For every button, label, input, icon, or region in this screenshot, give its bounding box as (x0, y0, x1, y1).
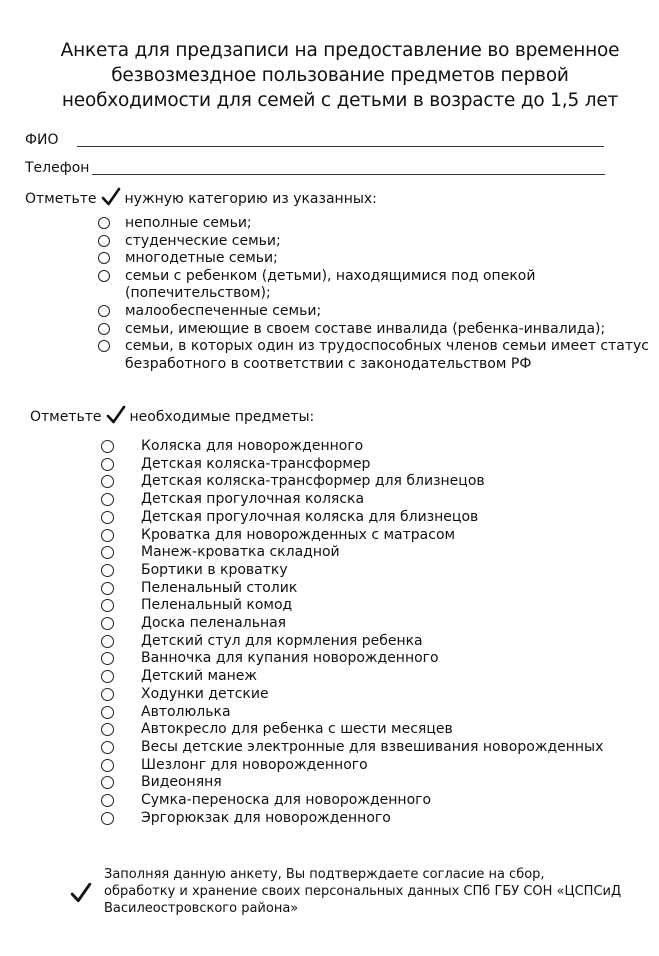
item-row[interactable] (141, 615, 603, 633)
item-label: Детский стул для кормления ребенка (141, 632, 423, 649)
radio-circle-icon[interactable] (98, 323, 110, 335)
category-prompt (25, 187, 377, 212)
fio-label: ФИО (25, 132, 59, 148)
radio-circle-icon[interactable] (101, 776, 114, 789)
radio-circle-icon[interactable] (98, 217, 110, 229)
checkmark-icon (70, 882, 92, 908)
option-label-continued: безработного в соответствии с законодательством РФ (125, 355, 532, 372)
radio-circle-icon[interactable] (101, 440, 114, 453)
items-list (141, 438, 603, 827)
item-row[interactable] (141, 739, 603, 757)
radio-circle-icon[interactable] (101, 812, 114, 825)
item-label: Сумка-переноска для новорожденного (141, 792, 432, 809)
title-line: безвозмездное пользование предметов первой (111, 65, 569, 86)
radio-circle-icon[interactable] (101, 529, 114, 542)
option-label: многодетные семьи; (125, 250, 278, 267)
item-row[interactable] (141, 580, 603, 598)
item-label: Пеленальный комод (141, 597, 293, 614)
item-label: Детская коляска-трансформер для близнецов (141, 473, 485, 490)
radio-circle-icon[interactable] (101, 706, 114, 719)
item-label: Детская прогулочная коляска (141, 491, 365, 508)
category-option[interactable] (125, 215, 649, 233)
radio-circle-icon[interactable] (101, 688, 114, 701)
title-line: необходимости для семей с детьми в возрасте до 1,5 лет (61, 90, 619, 111)
item-row[interactable] (141, 527, 603, 545)
radio-circle-icon[interactable] (101, 582, 114, 595)
item-label: Доска пеленальная (141, 615, 287, 632)
item-row[interactable] (141, 491, 603, 509)
phone-input-line[interactable] (92, 159, 605, 175)
radio-circle-icon[interactable] (101, 599, 114, 612)
radio-circle-icon[interactable] (101, 493, 114, 506)
category-option[interactable] (125, 268, 649, 303)
radio-circle-icon[interactable] (98, 252, 110, 264)
category-option[interactable] (125, 303, 649, 321)
item-label: Видеоняня (141, 774, 222, 791)
item-label: Пеленальный столик (141, 579, 298, 596)
item-row[interactable] (141, 721, 603, 739)
consent-line: Василеостровского района» (104, 901, 299, 916)
consent-line: Заполняя данную анкету, Вы подтверждаете согласие на сбор, (104, 867, 545, 882)
item-label: Детский манеж (141, 668, 258, 685)
consent-text (104, 866, 621, 917)
item-label: Ванночка для купания новорожденного (141, 650, 439, 667)
radio-circle-icon[interactable] (101, 794, 114, 807)
item-row[interactable] (141, 456, 603, 474)
radio-circle-icon[interactable] (101, 652, 114, 665)
item-row[interactable] (141, 774, 603, 792)
radio-circle-icon[interactable] (98, 340, 110, 352)
item-label: Ходунки детские (141, 685, 269, 702)
phone-label: Телефон (25, 160, 90, 176)
item-row[interactable] (141, 792, 603, 810)
radio-circle-icon[interactable] (101, 759, 114, 772)
item-row[interactable] (141, 810, 603, 828)
item-label: Кроватка для новорожденных с матрасом (141, 526, 456, 543)
items-prompt (30, 405, 314, 430)
option-label: семьи, имеющие в своем составе инвалида (ребенка-инвалида); (125, 320, 606, 337)
category-option[interactable] (125, 338, 649, 373)
item-label: Детская прогулочная коляска для близнецов (141, 508, 479, 525)
checkmark-icon (101, 187, 121, 212)
item-label: Весы детские электронные для взвешивания новорожденных (141, 738, 604, 755)
category-option[interactable] (125, 321, 649, 339)
item-label: Бортики в кроватку (141, 561, 288, 578)
radio-circle-icon[interactable] (101, 511, 114, 524)
category-options (125, 215, 649, 373)
items-prompt-text-before: Отметьте (30, 409, 102, 425)
item-row[interactable] (141, 597, 603, 615)
item-row[interactable] (141, 509, 603, 527)
item-row[interactable] (141, 473, 603, 491)
items-prompt-text-after: необходимые предметы: (129, 409, 315, 425)
option-label: студенческие семьи; (125, 232, 281, 249)
radio-circle-icon[interactable] (101, 741, 114, 754)
item-label: Манеж-кроватка складной (141, 544, 340, 561)
item-row[interactable] (141, 704, 603, 722)
option-label: семьи с ребенком (детьми), находящимися под опекой (125, 267, 536, 284)
radio-circle-icon[interactable] (101, 635, 114, 648)
phone-field[interactable] (25, 159, 605, 177)
radio-circle-icon[interactable] (98, 235, 110, 247)
item-label: Детская коляска-трансформер (141, 455, 371, 472)
item-row[interactable] (141, 668, 603, 686)
radio-circle-icon[interactable] (101, 670, 114, 683)
item-row[interactable] (141, 438, 603, 456)
fio-field[interactable] (25, 131, 605, 149)
radio-circle-icon[interactable] (101, 617, 114, 630)
option-label: малообеспеченные семьи; (125, 302, 322, 319)
radio-circle-icon[interactable] (98, 305, 110, 317)
item-row[interactable] (141, 633, 603, 651)
item-label: Коляска для новорожденного (141, 438, 364, 454)
radio-circle-icon[interactable] (101, 723, 114, 736)
item-label: Автокресло для ребенка с шести месяцев (141, 721, 453, 738)
consent-line: обработку и хранение своих персональных данных СПб ГБУ СОН «ЦСПСиД (104, 884, 622, 899)
category-option[interactable] (125, 250, 649, 268)
radio-circle-icon[interactable] (101, 564, 114, 577)
category-option[interactable] (125, 233, 649, 251)
item-row[interactable] (141, 650, 603, 668)
option-label: неполные семьи; (125, 215, 252, 231)
radio-circle-icon[interactable] (101, 546, 114, 559)
item-row[interactable] (141, 757, 603, 775)
item-label: Автолюлька (141, 703, 231, 720)
radio-circle-icon[interactable] (98, 270, 110, 282)
option-label-continued: (попечительством); (125, 285, 271, 302)
item-row[interactable] (141, 544, 603, 562)
fio-input-line[interactable] (77, 131, 604, 147)
title-line: Анкета для предзаписи на предоставление во временное (60, 40, 620, 61)
category-prompt-text-before: Отметьте (25, 191, 97, 207)
checkmark-icon (106, 405, 126, 430)
radio-circle-icon[interactable] (101, 458, 114, 471)
category-prompt-text-after: нужную категорию из указанных: (124, 191, 377, 207)
item-label: Шезлонг для новорожденного (141, 756, 368, 773)
option-label: семьи, в которых один из трудоспособных членов семьи имеет статус (125, 338, 649, 355)
item-label: Эргорюкзак для новорожденного (141, 809, 391, 826)
form-title (30, 38, 650, 113)
item-row[interactable] (141, 562, 603, 580)
item-row[interactable] (141, 686, 603, 704)
radio-circle-icon[interactable] (101, 475, 114, 488)
